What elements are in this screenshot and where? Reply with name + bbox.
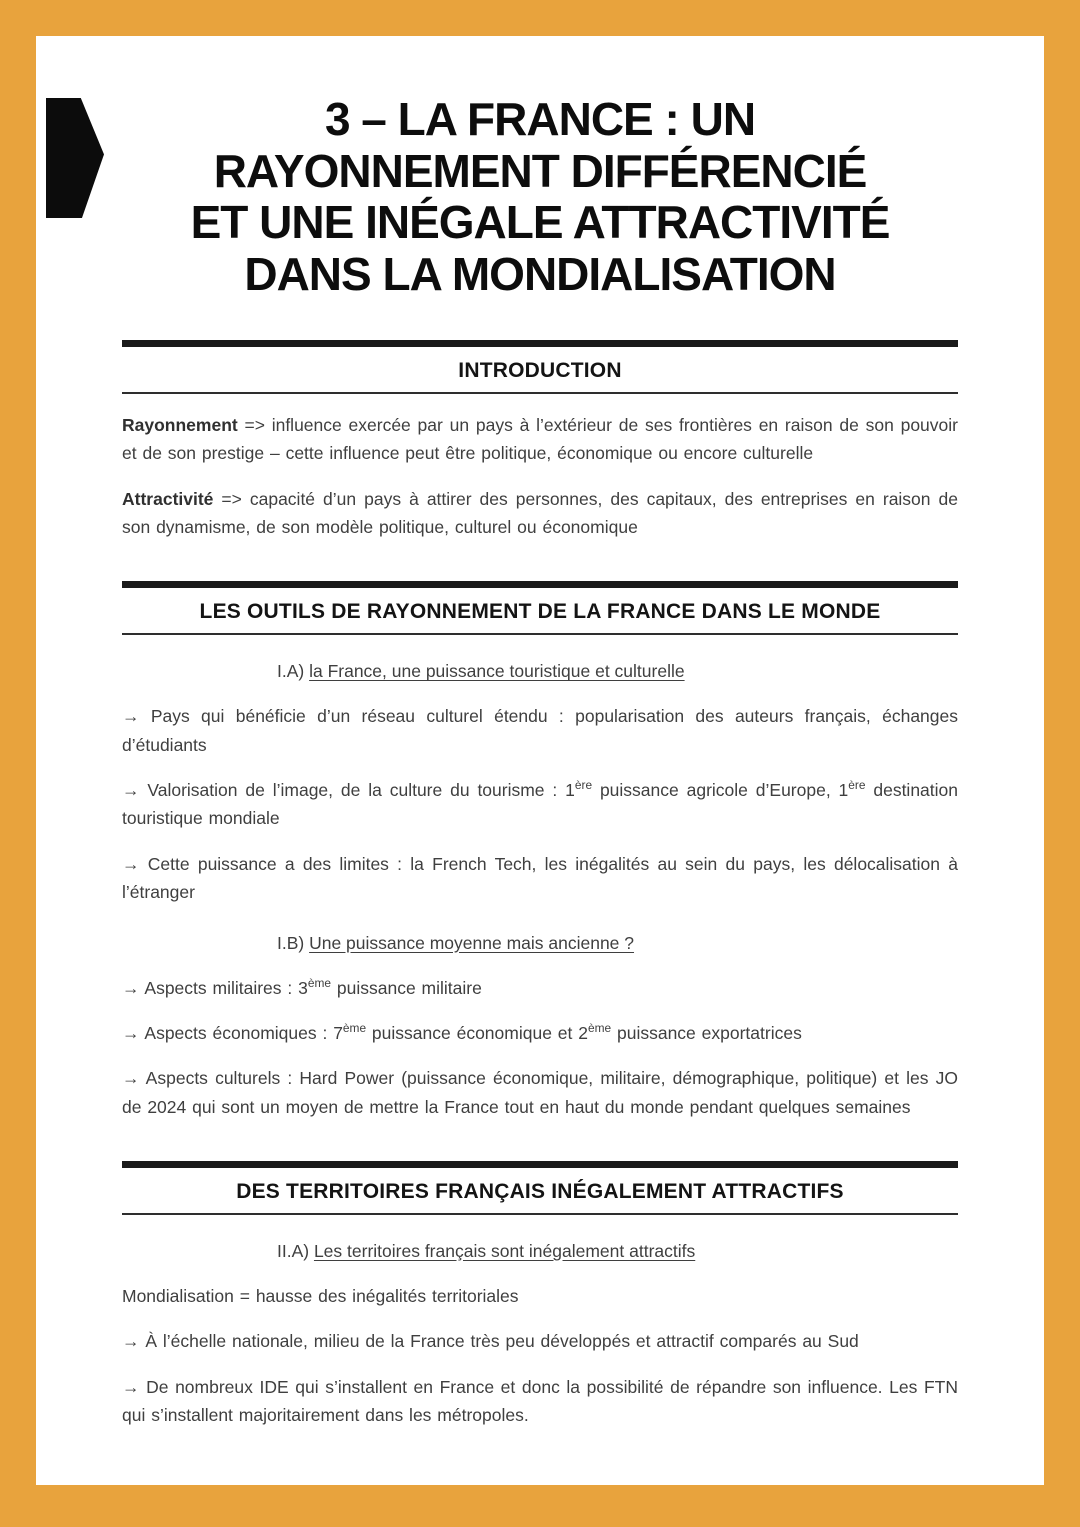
bullet-paragraph: → Aspects économiques : 7ème puissance économique et 2ème puissance exportatrices xyxy=(122,1021,802,1043)
subsection-heading-ia: I.A) la France, une puissance touristique et culturelle xyxy=(277,661,685,682)
bullet-paragraph: → Cette puissance a des limites : la French Tech, les inégalités au sein du pays, les délocalisation à l’étranger xyxy=(122,853,958,903)
section-heading: LES OUTILS DE RAYONNEMENT DE LA FRANCE DANS LE MONDE xyxy=(199,600,881,624)
bullet-paragraph: → De nombreux IDE qui s’installent en France et donc la possibilité de répandre son influence. Les FTN qui s’installent majoritairement dans les métropoles. xyxy=(122,1376,958,1425)
bullet-paragraph: → Valorisation de l’image, de la culture du tourisme : 1ère puissance agricole d’Europe, 1ère destination touristique mondiale xyxy=(122,778,958,829)
title-line: DANS LA MONDIALISATION xyxy=(244,247,836,300)
title-line: 3 – LA FRANCE : UN xyxy=(324,93,756,145)
title-line: ET UNE INÉGALE ATTRACTIVITÉ xyxy=(190,196,890,249)
section-divider-thick xyxy=(122,340,958,347)
section-heading: DES TERRITOIRES FRANÇAIS INÉGALEMENT ATTRACTIFS xyxy=(236,1179,844,1203)
bullet-paragraph: → Aspects militaires : 3ème puissance militaire xyxy=(122,975,482,998)
definition-paragraph: Attractivité => capacité d’un pays à attirer des personnes, des capitaux, des entreprises en raison de son dynamisme, de son modèle politique, culturel ou économique xyxy=(122,488,958,538)
section-divider-thick xyxy=(122,1161,958,1168)
section-heading: INTRODUCTION xyxy=(458,359,622,383)
section-introduction xyxy=(122,340,958,541)
section-outils-rayonnement xyxy=(122,581,958,1120)
page-title xyxy=(122,94,958,300)
section-divider-thin xyxy=(122,392,958,394)
bullet-paragraph: → Aspects culturels : Hard Power (puissance économique, militaire, démographique, politique) et les JO de 2024 qui sont un moyen de mettre la France tout en haut du monde pendant quelques semaines xyxy=(122,1068,958,1117)
bullet-paragraph: → À l’échelle nationale, milieu de la France très peu développés et attractif comparés au Sud xyxy=(122,1331,859,1352)
section-territoires xyxy=(122,1161,958,1429)
subsection-heading-iia: II.A) Les territoires français sont inégalement attractifs xyxy=(277,1240,696,1261)
section-divider-thick xyxy=(122,581,958,588)
section-divider-thin xyxy=(122,633,958,635)
title-line: RAYONNEMENT DIFFÉRENCIÉ xyxy=(213,144,867,197)
section-divider-thin xyxy=(122,1213,958,1215)
subsection-heading-ib: I.B) Une puissance moyenne mais ancienne ? xyxy=(277,932,635,953)
bullet-paragraph: → Pays qui bénéficie d’un réseau culturel étendu : popularisation des auteurs français, échanges d’étudiants xyxy=(122,706,958,755)
body-paragraph: Mondialisation = hausse des inégalités territoriales xyxy=(122,1285,519,1306)
definition-paragraph: Rayonnement => influence exercée par un pays à l’extérieur de ses frontières en raison de son pouvoir et de son prestige – cette influence peut être politique, économique ou encore culturelle xyxy=(122,415,958,464)
page-content xyxy=(36,36,1044,1429)
